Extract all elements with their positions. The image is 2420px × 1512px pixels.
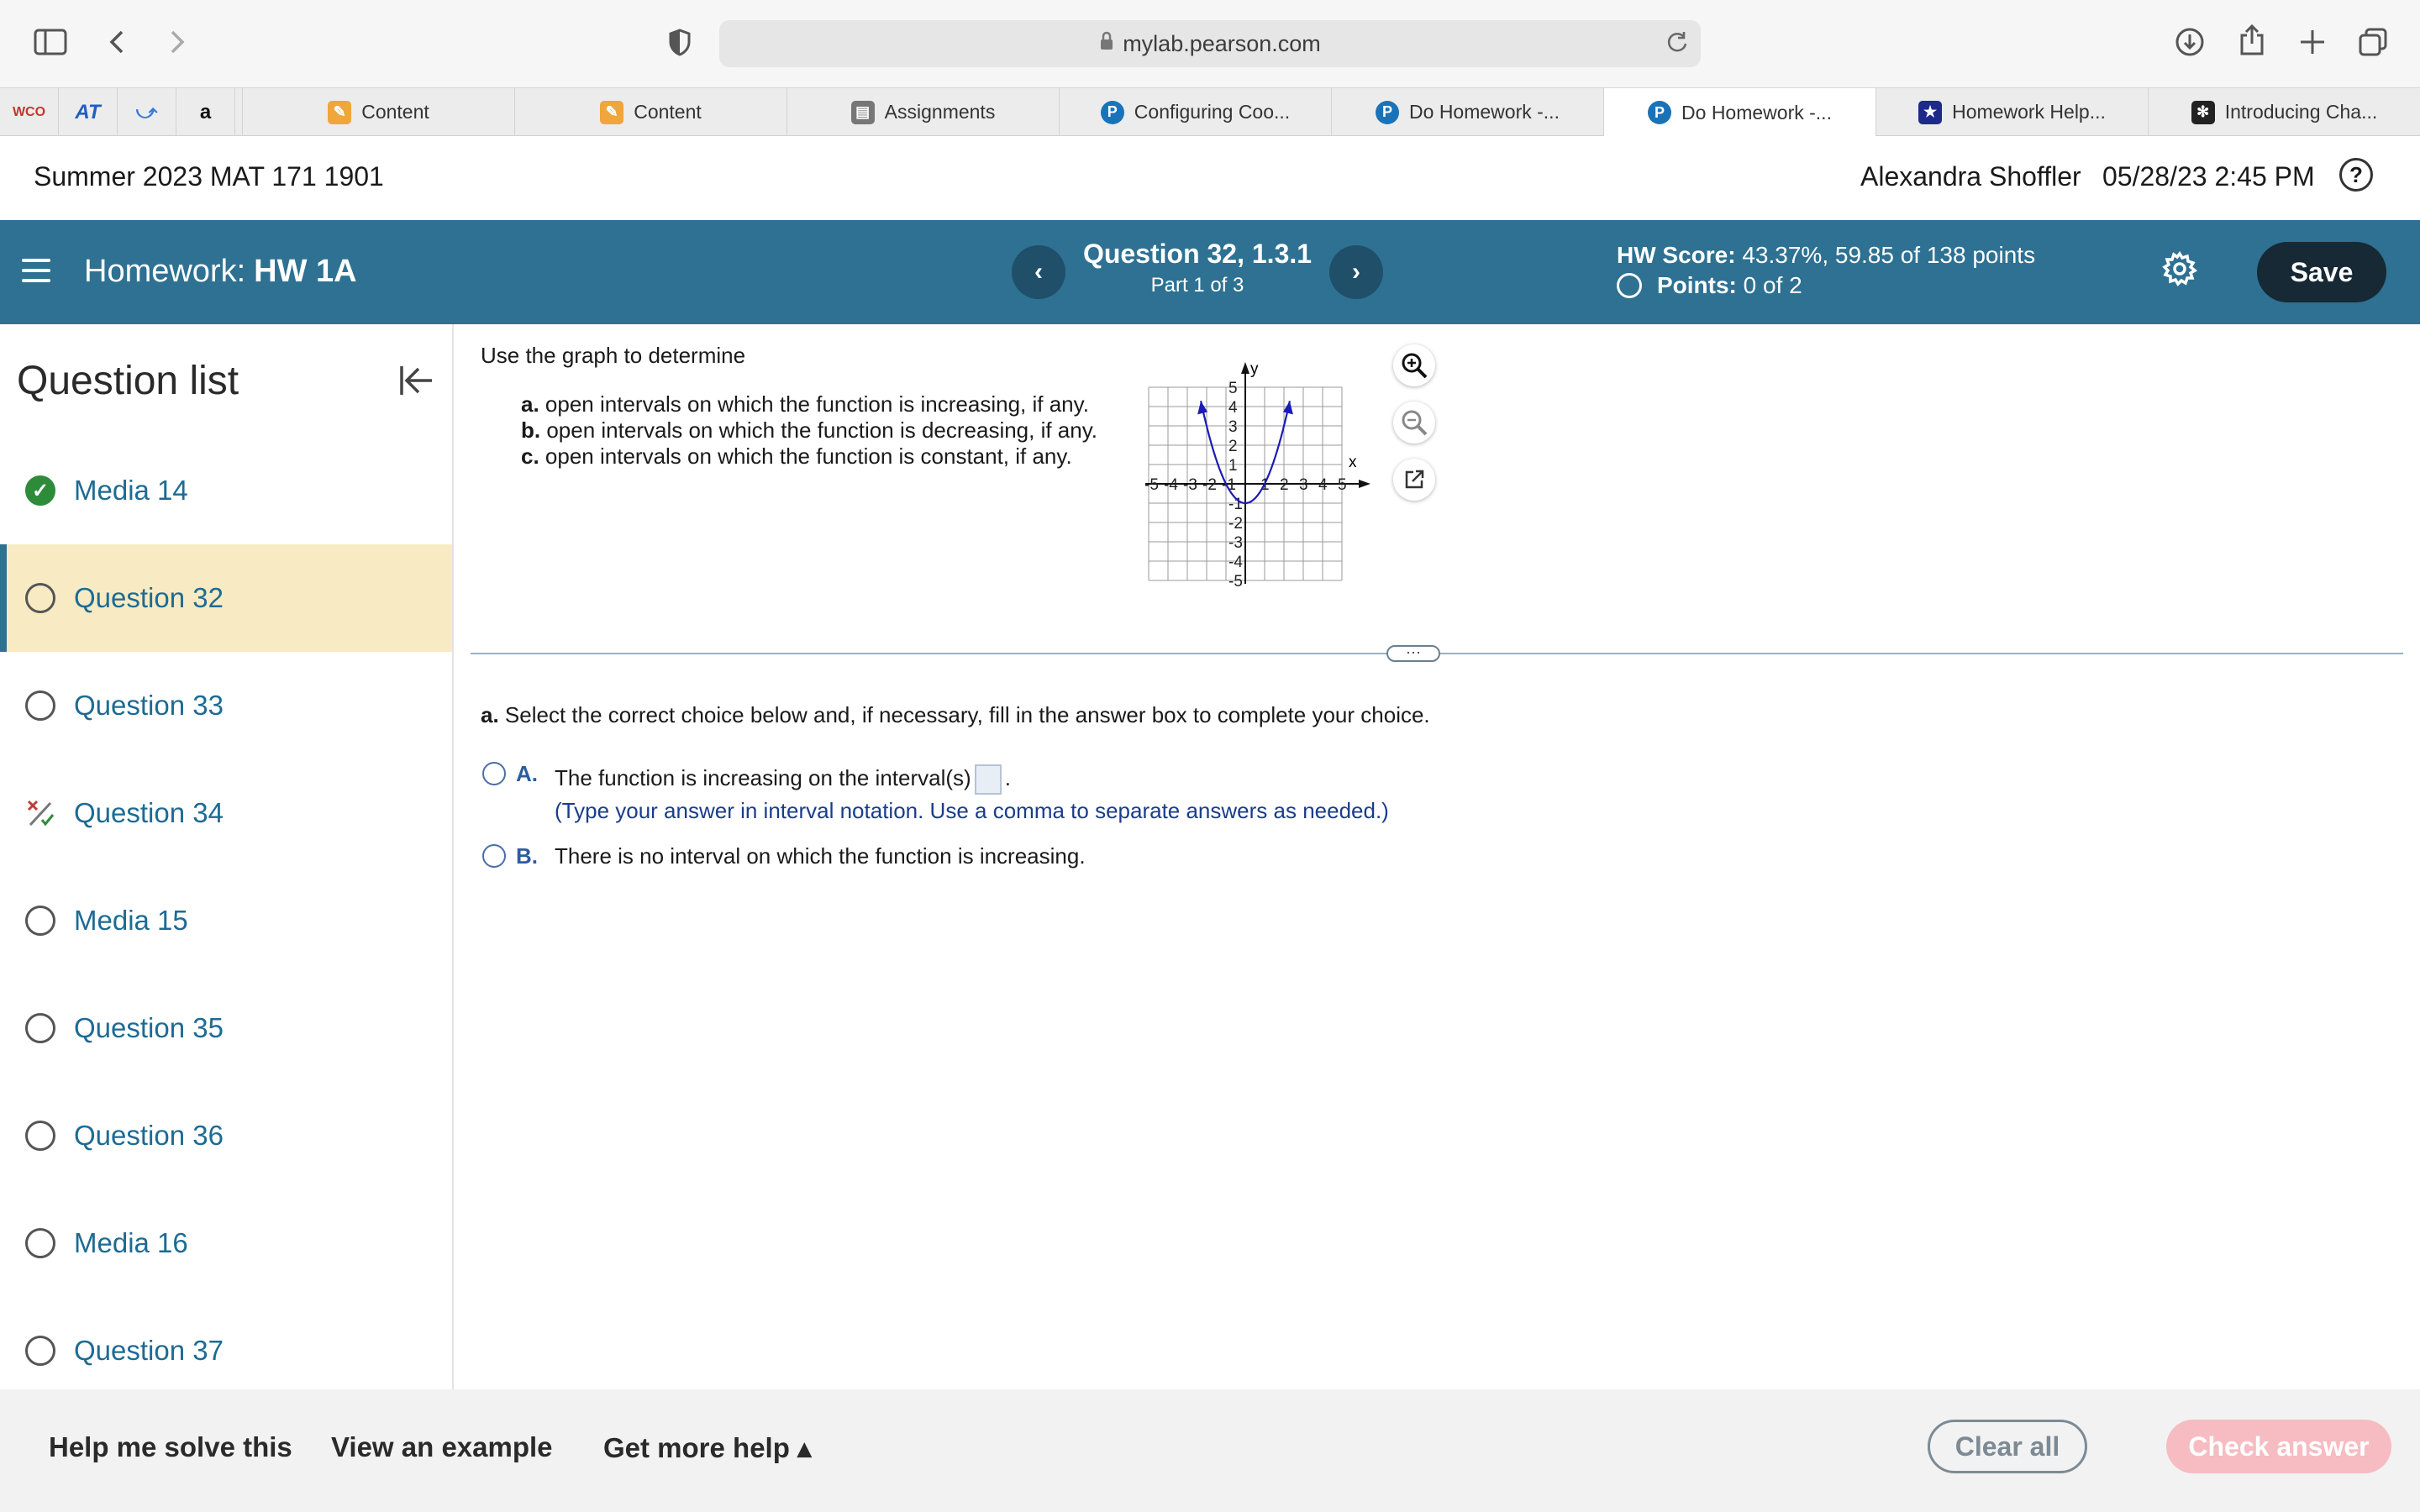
y-tick-label: 3	[1228, 418, 1238, 436]
points: Points: 0 of 2	[1617, 272, 1802, 299]
view-example-link[interactable]: View an example	[331, 1431, 553, 1462]
browser-toolbar	[0, 0, 2420, 87]
unanswered-icon	[25, 690, 55, 721]
x-tick-label: 5	[1338, 476, 1347, 494]
y-axis-label: y	[1250, 360, 1259, 378]
x-tick-label: -3	[1183, 476, 1197, 494]
pinned-tab-amazon[interactable]: a	[176, 88, 235, 136]
gear-icon[interactable]	[2161, 250, 2198, 287]
x-tick-label: -2	[1202, 476, 1217, 494]
next-question-button[interactable]: ›	[1329, 245, 1383, 299]
prompt-line-c: c. open intervals on which the function is constant, if any.	[521, 444, 1072, 469]
tab-content-2[interactable]: ✎ Content	[514, 88, 786, 136]
y-tick-label: -1	[1228, 496, 1243, 513]
back-icon[interactable]	[104, 25, 129, 59]
zoom-out-icon[interactable]	[1393, 402, 1435, 444]
share-icon[interactable]	[2235, 22, 2269, 59]
x-tick-label: 3	[1299, 476, 1308, 494]
unanswered-icon	[25, 583, 55, 613]
curve-arrow-left	[1197, 401, 1207, 414]
question-list-item-question-33[interactable]: Question 33	[0, 652, 452, 759]
choice-a-letter: A.	[516, 761, 538, 786]
check-icon: ✓	[25, 475, 55, 506]
pinned-tab-arrow[interactable]: ⤻	[118, 88, 176, 136]
x-tick-label: 2	[1280, 476, 1289, 494]
choice-b-text: There is no interval on which the function is increasing.	[555, 843, 1086, 869]
interval-answer-input[interactable]	[975, 764, 1002, 795]
y-axis-arrow	[1241, 362, 1249, 374]
tab-assignments[interactable]: ▤ Assignments	[786, 88, 1059, 136]
question-list-item-question-37[interactable]: Question 37	[0, 1297, 452, 1404]
question-prompt: Use the graph to determine	[481, 343, 746, 368]
tab-overview-icon[interactable]	[2356, 25, 2390, 59]
pinned-tab-at[interactable]: AT	[59, 88, 118, 136]
y-tick-label: -2	[1228, 515, 1243, 533]
notebook-icon: ▤	[851, 101, 875, 124]
y-tick-label: -3	[1228, 534, 1243, 552]
privacy-shield-icon[interactable]	[667, 25, 692, 59]
zoom-in-icon[interactable]	[1393, 344, 1435, 386]
x-axis-arrow	[1359, 480, 1370, 488]
choice-a-radio[interactable]	[482, 762, 506, 785]
unanswered-icon	[25, 1336, 55, 1366]
get-more-help-link[interactable]: Get more help ▴	[603, 1432, 812, 1463]
help-icon[interactable]: ?	[2339, 158, 2373, 192]
x-tick-label: -4	[1164, 476, 1178, 494]
unanswered-icon	[25, 1013, 55, 1043]
question-list-item-question-32[interactable]: Question 32	[0, 544, 452, 652]
star-icon: ★	[1918, 101, 1942, 124]
question-list-sidebar	[0, 324, 454, 1389]
divider-handle[interactable]: ···	[1386, 645, 1440, 662]
unanswered-icon	[25, 1121, 55, 1151]
choice-a-text: The function is increasing on the interval(s) .	[555, 764, 1011, 795]
x-tick-label: -5	[1144, 476, 1159, 494]
pearson-icon: P	[1101, 101, 1124, 124]
function-graph	[1143, 344, 1395, 591]
pinned-tab-wco[interactable]: WCO	[0, 88, 59, 136]
help-me-solve-link[interactable]: Help me solve this	[49, 1431, 292, 1462]
part-a-instruction: a. Select the correct choice below and, if necessary, fill in the answer box to complete your choice.	[481, 702, 1430, 727]
save-button[interactable]: Save	[2257, 242, 2386, 302]
open-external-icon[interactable]	[1393, 459, 1435, 501]
user-name: Alexandra Shoffler	[1860, 161, 2081, 192]
previous-question-button[interactable]: ‹	[1012, 245, 1065, 299]
question-list-item-media-16[interactable]: Media 16	[0, 1189, 452, 1297]
collapse-sidebar-icon[interactable]	[395, 360, 437, 402]
footer-bar	[0, 1389, 2420, 1512]
curve-arrow-right	[1283, 401, 1293, 414]
pencil-icon: ✎	[600, 101, 623, 124]
x-tick-label: 4	[1318, 476, 1328, 494]
question-list-item-media-15[interactable]: Media 15	[0, 867, 452, 974]
question-list-item-question-35[interactable]: Question 35	[0, 974, 452, 1082]
date-time: 05/28/23 2:45 PM	[2102, 161, 2315, 192]
course-title: Summer 2023 MAT 171 1901	[34, 161, 384, 192]
homework-title: Homework: HW 1A	[84, 254, 357, 289]
choice-a-hint: (Type your answer in interval notation. Use a comma to separate answers as needed.)	[555, 798, 1389, 823]
homework-bar	[0, 220, 2420, 324]
question-list-item-question-34[interactable]: Question 34	[0, 759, 452, 867]
prompt-line-b: b. open intervals on which the function is decreasing, if any.	[521, 417, 1098, 443]
tab-content-1[interactable]: ✎ Content	[242, 88, 514, 136]
pearson-icon: P	[1376, 101, 1399, 124]
homework-name: HW 1A	[254, 254, 357, 289]
y-tick-label: -5	[1228, 573, 1243, 591]
downloads-icon[interactable]	[2173, 25, 2207, 59]
url-text: mylab.pearson.com	[1123, 30, 1321, 56]
question-list-item-question-36[interactable]: Question 36	[0, 1082, 452, 1189]
x-tick-label: -1	[1222, 476, 1236, 494]
y-tick-label: -4	[1228, 554, 1243, 571]
hw-score: HW Score: 43.37%, 59.85 of 138 points	[1617, 242, 2036, 268]
partial-credit-icon	[25, 798, 55, 828]
forward-icon[interactable]	[165, 25, 190, 59]
question-title: Question 32, 1.3.1	[1082, 239, 1313, 269]
graph-axes	[1145, 360, 1370, 584]
prompt-line-a: a. open intervals on which the function is increasing, if any.	[521, 391, 1089, 417]
sidebar-toggle-icon[interactable]	[34, 29, 67, 55]
x-axis-label: x	[1349, 454, 1357, 471]
points-status-icon	[1617, 273, 1642, 298]
question-part: Part 1 of 3	[1150, 274, 1244, 297]
tab-homework-help[interactable]: ★ Homework Help...	[1876, 88, 2148, 136]
tab-introducing-chatgpt[interactable]: ✻ Introducing Cha...	[2148, 88, 2420, 136]
check-answer-button[interactable]: Check answer	[2166, 1420, 2391, 1473]
lock-icon	[1099, 31, 1114, 57]
question-list-item-media-14[interactable]: ✓ Media 14	[0, 437, 452, 544]
question-list-title: Question list	[17, 359, 239, 403]
clear-all-button[interactable]: Clear all	[1928, 1420, 2087, 1473]
new-tab-icon[interactable]	[2296, 25, 2329, 59]
pencil-icon: ✎	[328, 101, 351, 124]
openai-icon: ✻	[2191, 101, 2215, 124]
tab-do-homework-1[interactable]: P Do Homework -...	[1331, 88, 1603, 136]
menu-icon[interactable]	[22, 259, 50, 284]
unanswered-icon	[25, 1228, 55, 1258]
y-tick-label: 1	[1228, 457, 1238, 475]
choice-b-letter: B.	[516, 843, 538, 869]
pearson-icon: P	[1648, 101, 1671, 124]
tab-strip	[0, 87, 2420, 136]
y-tick-label: 2	[1228, 438, 1238, 455]
y-tick-label: 5	[1228, 380, 1238, 397]
course-header	[0, 136, 2420, 220]
unanswered-icon	[25, 906, 55, 936]
tab-configuring-cookies[interactable]: P Configuring Coo...	[1059, 88, 1331, 136]
tab-do-homework-2[interactable]: P Do Homework -...	[1603, 88, 1876, 137]
choice-b-radio[interactable]	[482, 844, 506, 868]
x-tick-label: 1	[1260, 476, 1270, 494]
reload-icon[interactable]	[1664, 29, 1691, 55]
y-tick-label: 4	[1228, 399, 1238, 417]
address-bar[interactable]	[719, 20, 1701, 67]
